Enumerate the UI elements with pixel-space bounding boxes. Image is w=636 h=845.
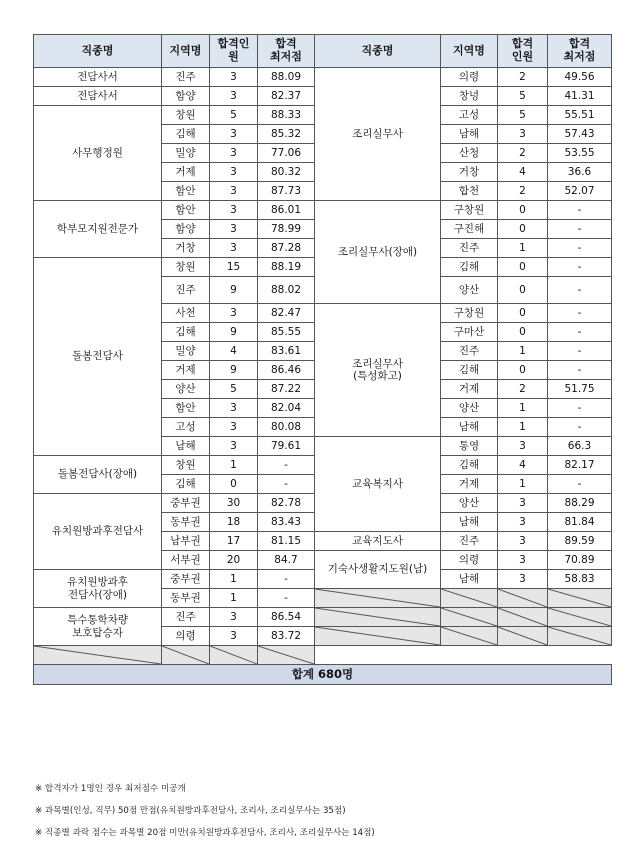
- left-region-cell: 함안: [162, 201, 210, 220]
- right-job-cell: 기숙사생활지도원(남): [315, 551, 441, 589]
- left-region-cell: 진주: [162, 68, 210, 87]
- diagonal-hatch: [498, 589, 547, 607]
- left-passers-cell: 3: [210, 163, 258, 182]
- left-job-cell: 전담사서: [34, 87, 162, 106]
- right-job-cell: 교육복지사: [315, 437, 441, 532]
- left-passers-cell: 1: [210, 456, 258, 475]
- left-job-cell: [34, 608, 162, 646]
- left-min-score-cell: 88.09: [258, 68, 315, 87]
- header-min-score: 합격 최저점: [258, 35, 315, 68]
- right-min-score-cell: 70.89: [548, 551, 612, 570]
- right-region-cell: 구마산: [441, 323, 498, 342]
- right-region-cell: 의령: [441, 68, 498, 87]
- right-region-cell: 진주: [441, 342, 498, 361]
- right-min-score-cell: -: [548, 258, 612, 277]
- diagonal-hatch: [162, 646, 209, 664]
- header-job-right: 직종명: [315, 35, 441, 68]
- hatched-empty-cell: [441, 627, 498, 646]
- diagonal-hatch: [315, 608, 440, 626]
- left-min-score-cell: 80.08: [258, 418, 315, 437]
- left-min-score-cell: 83.61: [258, 342, 315, 361]
- left-passers-cell: 3: [210, 437, 258, 456]
- left-min-score-cell: 78.99: [258, 220, 315, 239]
- right-min-score-cell: 49.56: [548, 68, 612, 87]
- right-passers-cell: 1: [498, 475, 548, 494]
- right-min-score-cell: -: [548, 399, 612, 418]
- left-min-score-cell: 81.15: [258, 532, 315, 551]
- total-row: [34, 665, 612, 685]
- left-region-cell: 서부권: [162, 551, 210, 570]
- right-passers-cell: 0: [498, 323, 548, 342]
- right-region-cell: 김해: [441, 258, 498, 277]
- footnote: ※ 직종별 과락 점수는 과목별 20점 미만(유치원방과후전담사, 조리사, 조리실무사는 14점): [35, 828, 375, 838]
- left-min-score-cell: -: [258, 589, 315, 608]
- right-min-score-cell: 41.31: [548, 87, 612, 106]
- right-passers-cell: 1: [498, 399, 548, 418]
- left-passers-cell: 1: [210, 589, 258, 608]
- right-passers-cell: 2: [498, 68, 548, 87]
- right-min-score-cell: -: [548, 342, 612, 361]
- footnote: ※ 합격자가 1명인 경우 최저점수 미공개: [35, 784, 186, 794]
- right-min-score-cell: 57.43: [548, 125, 612, 144]
- left-region-cell: 함안: [162, 399, 210, 418]
- left-region-cell: 남부권: [162, 532, 210, 551]
- left-passers-cell: 9: [210, 361, 258, 380]
- right-passers-cell: 4: [498, 456, 548, 475]
- hatched-empty-cell: [441, 608, 498, 627]
- left-job-cell: 돌봄전담사: [34, 258, 162, 456]
- left-passers-cell: 1: [210, 570, 258, 589]
- left-min-score-cell: -: [258, 475, 315, 494]
- right-passers-cell: 3: [498, 551, 548, 570]
- header-region: 지역명: [162, 35, 210, 68]
- left-min-score-cell: 77.06: [258, 144, 315, 163]
- right-passers-cell: 3: [498, 437, 548, 456]
- left-region-cell: 동부권: [162, 513, 210, 532]
- table-row: [34, 608, 612, 627]
- right-job-cell: 교육지도사: [315, 532, 441, 551]
- left-min-score-cell: 87.28: [258, 239, 315, 258]
- right-passers-cell: 3: [498, 494, 548, 513]
- job-name-line: 조리실무사: [352, 357, 403, 370]
- right-passers-cell: 0: [498, 277, 548, 304]
- hatched-empty-cell: [34, 646, 162, 665]
- left-region-cell: 거제: [162, 163, 210, 182]
- left-region-cell: 함안: [162, 182, 210, 201]
- left-passers-cell: 15: [210, 258, 258, 277]
- diagonal-hatch: [315, 589, 440, 607]
- left-passers-cell: 3: [210, 627, 258, 646]
- right-region-cell: 창녕: [441, 87, 498, 106]
- left-passers-cell: 3: [210, 201, 258, 220]
- right-min-score-cell: -: [548, 239, 612, 258]
- left-min-score-cell: 83.43: [258, 513, 315, 532]
- left-region-cell: 고성: [162, 418, 210, 437]
- left-min-score-cell: 88.02: [258, 277, 315, 304]
- left-min-score-cell: 87.22: [258, 380, 315, 399]
- left-region-cell: 밀양: [162, 144, 210, 163]
- right-min-score-cell: 82.17: [548, 456, 612, 475]
- right-min-score-cell: -: [548, 277, 612, 304]
- left-passers-cell: 5: [210, 106, 258, 125]
- hatched-empty-cell: [548, 608, 612, 627]
- right-region-cell: 진주: [441, 532, 498, 551]
- right-region-cell: 통영: [441, 437, 498, 456]
- right-region-cell: 남해: [441, 570, 498, 589]
- right-min-score-cell: 53.55: [548, 144, 612, 163]
- right-region-cell: 김해: [441, 361, 498, 380]
- right-min-score-cell: 55.51: [548, 106, 612, 125]
- header-region-right: 지역명: [441, 35, 498, 68]
- job-name-line: (특성화고): [353, 370, 402, 382]
- hatched-empty-cell: [162, 646, 210, 665]
- diagonal-hatch: [548, 589, 611, 607]
- left-passers-cell: 3: [210, 87, 258, 106]
- left-min-score-cell: 85.55: [258, 323, 315, 342]
- right-region-cell: 거창: [441, 163, 498, 182]
- table-row: [34, 201, 612, 220]
- header-min-score-right: 합격 최저점: [548, 35, 612, 68]
- left-region-cell: 김해: [162, 125, 210, 144]
- left-passers-cell: 5: [210, 380, 258, 399]
- right-passers-cell: 1: [498, 342, 548, 361]
- hatched-empty-cell: [498, 589, 548, 608]
- right-region-cell: 구진해: [441, 220, 498, 239]
- hatched-empty-cell: [498, 627, 548, 646]
- left-region-cell: 창원: [162, 456, 210, 475]
- right-min-score-cell: -: [548, 323, 612, 342]
- left-passers-cell: 17: [210, 532, 258, 551]
- right-job-cell: 조리실무사(장애): [315, 201, 441, 304]
- results-table: [33, 34, 612, 685]
- left-job-cell: [34, 570, 162, 608]
- right-min-score-cell: 58.83: [548, 570, 612, 589]
- header-job: 직종명: [34, 35, 162, 68]
- diagonal-hatch: [441, 627, 497, 645]
- left-region-cell: 진주: [162, 277, 210, 304]
- right-passers-cell: 0: [498, 304, 548, 323]
- right-min-score-cell: -: [548, 220, 612, 239]
- job-name-line: 특수통학차량: [67, 614, 128, 627]
- right-region-cell: 진주: [441, 239, 498, 258]
- header-passers-right: 합격 인원: [498, 35, 548, 68]
- left-min-score-cell: 82.47: [258, 304, 315, 323]
- right-region-cell: 양산: [441, 494, 498, 513]
- left-passers-cell: 0: [210, 475, 258, 494]
- left-region-cell: 남해: [162, 437, 210, 456]
- hatched-empty-cell: [315, 589, 441, 608]
- left-min-score-cell: 85.32: [258, 125, 315, 144]
- right-passers-cell: 0: [498, 361, 548, 380]
- hatched-empty-cell: [258, 646, 315, 665]
- right-region-cell: 구창원: [441, 304, 498, 323]
- left-region-cell: 창원: [162, 106, 210, 125]
- right-passers-cell: 3: [498, 513, 548, 532]
- left-min-score-cell: 86.46: [258, 361, 315, 380]
- left-min-score-cell: 88.33: [258, 106, 315, 125]
- left-region-cell: 김해: [162, 475, 210, 494]
- left-region-cell: 양산: [162, 380, 210, 399]
- hatched-empty-cell: [315, 627, 441, 646]
- diagonal-hatch: [315, 627, 440, 645]
- hatched-empty-cell: [441, 589, 498, 608]
- left-region-cell: 동부권: [162, 589, 210, 608]
- left-min-score-cell: -: [258, 456, 315, 475]
- left-job-cell: 돌봄전담사(장애): [34, 456, 162, 494]
- right-region-cell: 거제: [441, 475, 498, 494]
- left-passers-cell: 3: [210, 399, 258, 418]
- left-min-score-cell: 84.7: [258, 551, 315, 570]
- header-row: [34, 35, 612, 68]
- diagonal-hatch: [498, 608, 547, 626]
- left-passers-cell: 3: [210, 144, 258, 163]
- left-region-cell: 사천: [162, 304, 210, 323]
- right-min-score-cell: -: [548, 418, 612, 437]
- diagonal-hatch: [441, 589, 497, 607]
- left-passers-cell: 18: [210, 513, 258, 532]
- left-min-score-cell: 82.37: [258, 87, 315, 106]
- right-passers-cell: 5: [498, 87, 548, 106]
- left-region-cell: 중부권: [162, 494, 210, 513]
- left-region-cell: 의령: [162, 627, 210, 646]
- right-region-cell: 고성: [441, 106, 498, 125]
- right-job-cell: 조리실무사: [315, 68, 441, 201]
- right-min-score-cell: 81.84: [548, 513, 612, 532]
- right-min-score-cell: -: [548, 475, 612, 494]
- right-region-cell: 의령: [441, 551, 498, 570]
- right-region-cell: 남해: [441, 418, 498, 437]
- left-passers-cell: 3: [210, 125, 258, 144]
- left-passers-cell: 20: [210, 551, 258, 570]
- job-name-line: 유치원방과후: [67, 576, 128, 589]
- right-passers-cell: 2: [498, 380, 548, 399]
- left-region-cell: 밀양: [162, 342, 210, 361]
- left-min-score-cell: 80.32: [258, 163, 315, 182]
- right-min-score-cell: 89.59: [548, 532, 612, 551]
- right-region-cell: 남해: [441, 125, 498, 144]
- diagonal-hatch: [441, 608, 497, 626]
- right-passers-cell: 1: [498, 239, 548, 258]
- left-region-cell: 거제: [162, 361, 210, 380]
- left-min-score-cell: 86.01: [258, 201, 315, 220]
- right-passers-cell: 0: [498, 201, 548, 220]
- diagonal-hatch: [34, 646, 161, 664]
- left-min-score-cell: 82.78: [258, 494, 315, 513]
- table-row: [34, 646, 612, 665]
- left-passers-cell: 3: [210, 418, 258, 437]
- left-region-cell: 진주: [162, 608, 210, 627]
- header-passers: 합격인 원: [210, 35, 258, 68]
- left-job-cell: 유치원방과후전담사: [34, 494, 162, 570]
- left-job-cell: 전담사서: [34, 68, 162, 87]
- right-min-score-cell: 88.29: [548, 494, 612, 513]
- right-min-score-cell: -: [548, 201, 612, 220]
- left-passers-cell: 9: [210, 277, 258, 304]
- diagonal-hatch: [498, 627, 547, 645]
- left-passers-cell: 3: [210, 182, 258, 201]
- job-name-line: 보호탑승자: [72, 626, 123, 639]
- right-passers-cell: 5: [498, 106, 548, 125]
- left-passers-cell: 3: [210, 304, 258, 323]
- diagonal-hatch: [258, 646, 314, 664]
- hatched-empty-cell: [315, 608, 441, 627]
- right-region-cell: 양산: [441, 277, 498, 304]
- left-min-score-cell: 86.54: [258, 608, 315, 627]
- diagonal-hatch: [548, 608, 611, 626]
- right-job-cell: [315, 304, 441, 437]
- right-region-cell: 거제: [441, 380, 498, 399]
- footnote: ※ 과목별(인성, 직무) 50점 만점(유치원방과후전담사, 조리사, 조리실무사는 35점): [35, 806, 346, 816]
- left-region-cell: 함양: [162, 220, 210, 239]
- left-passers-cell: 3: [210, 239, 258, 258]
- right-region-cell: 산청: [441, 144, 498, 163]
- right-passers-cell: 4: [498, 163, 548, 182]
- right-passers-cell: 3: [498, 570, 548, 589]
- right-passers-cell: 2: [498, 144, 548, 163]
- right-min-score-cell: 52.07: [548, 182, 612, 201]
- hatched-empty-cell: [548, 589, 612, 608]
- right-passers-cell: 3: [498, 125, 548, 144]
- right-passers-cell: 3: [498, 532, 548, 551]
- right-min-score-cell: 36.6: [548, 163, 612, 182]
- diagonal-hatch: [210, 646, 257, 664]
- right-min-score-cell: 51.75: [548, 380, 612, 399]
- right-min-score-cell: -: [548, 304, 612, 323]
- right-passers-cell: 0: [498, 220, 548, 239]
- left-min-score-cell: -: [258, 570, 315, 589]
- left-min-score-cell: 83.72: [258, 627, 315, 646]
- left-passers-cell: 4: [210, 342, 258, 361]
- total-cell: 합계 680명: [34, 665, 612, 685]
- left-min-score-cell: 88.19: [258, 258, 315, 277]
- hatched-empty-cell: [210, 646, 258, 665]
- diagonal-hatch: [548, 627, 611, 645]
- right-passers-cell: 0: [498, 258, 548, 277]
- right-region-cell: 양산: [441, 399, 498, 418]
- table-row: [34, 68, 612, 87]
- left-min-score-cell: 79.61: [258, 437, 315, 456]
- left-job-cell: 사무행정원: [34, 106, 162, 201]
- hatched-empty-cell: [498, 608, 548, 627]
- left-passers-cell: 3: [210, 220, 258, 239]
- left-region-cell: 김해: [162, 323, 210, 342]
- left-region-cell: 창원: [162, 258, 210, 277]
- hatched-empty-cell: [548, 627, 612, 646]
- results-body: [34, 68, 612, 665]
- left-passers-cell: 3: [210, 608, 258, 627]
- right-passers-cell: 1: [498, 418, 548, 437]
- right-region-cell: 합천: [441, 182, 498, 201]
- right-region-cell: 남해: [441, 513, 498, 532]
- left-region-cell: 함양: [162, 87, 210, 106]
- right-min-score-cell: 66.3: [548, 437, 612, 456]
- left-region-cell: 중부권: [162, 570, 210, 589]
- right-min-score-cell: -: [548, 361, 612, 380]
- left-passers-cell: 30: [210, 494, 258, 513]
- right-passers-cell: 2: [498, 182, 548, 201]
- left-passers-cell: 3: [210, 68, 258, 87]
- footnotes: [35, 778, 375, 844]
- right-region-cell: 구창원: [441, 201, 498, 220]
- left-passers-cell: 9: [210, 323, 258, 342]
- left-min-score-cell: 82.04: [258, 399, 315, 418]
- job-name-line: 전담사(장애): [68, 588, 127, 601]
- left-job-cell: 학부모지원전문가: [34, 201, 162, 258]
- left-min-score-cell: 87.73: [258, 182, 315, 201]
- left-region-cell: 거창: [162, 239, 210, 258]
- right-region-cell: 김해: [441, 456, 498, 475]
